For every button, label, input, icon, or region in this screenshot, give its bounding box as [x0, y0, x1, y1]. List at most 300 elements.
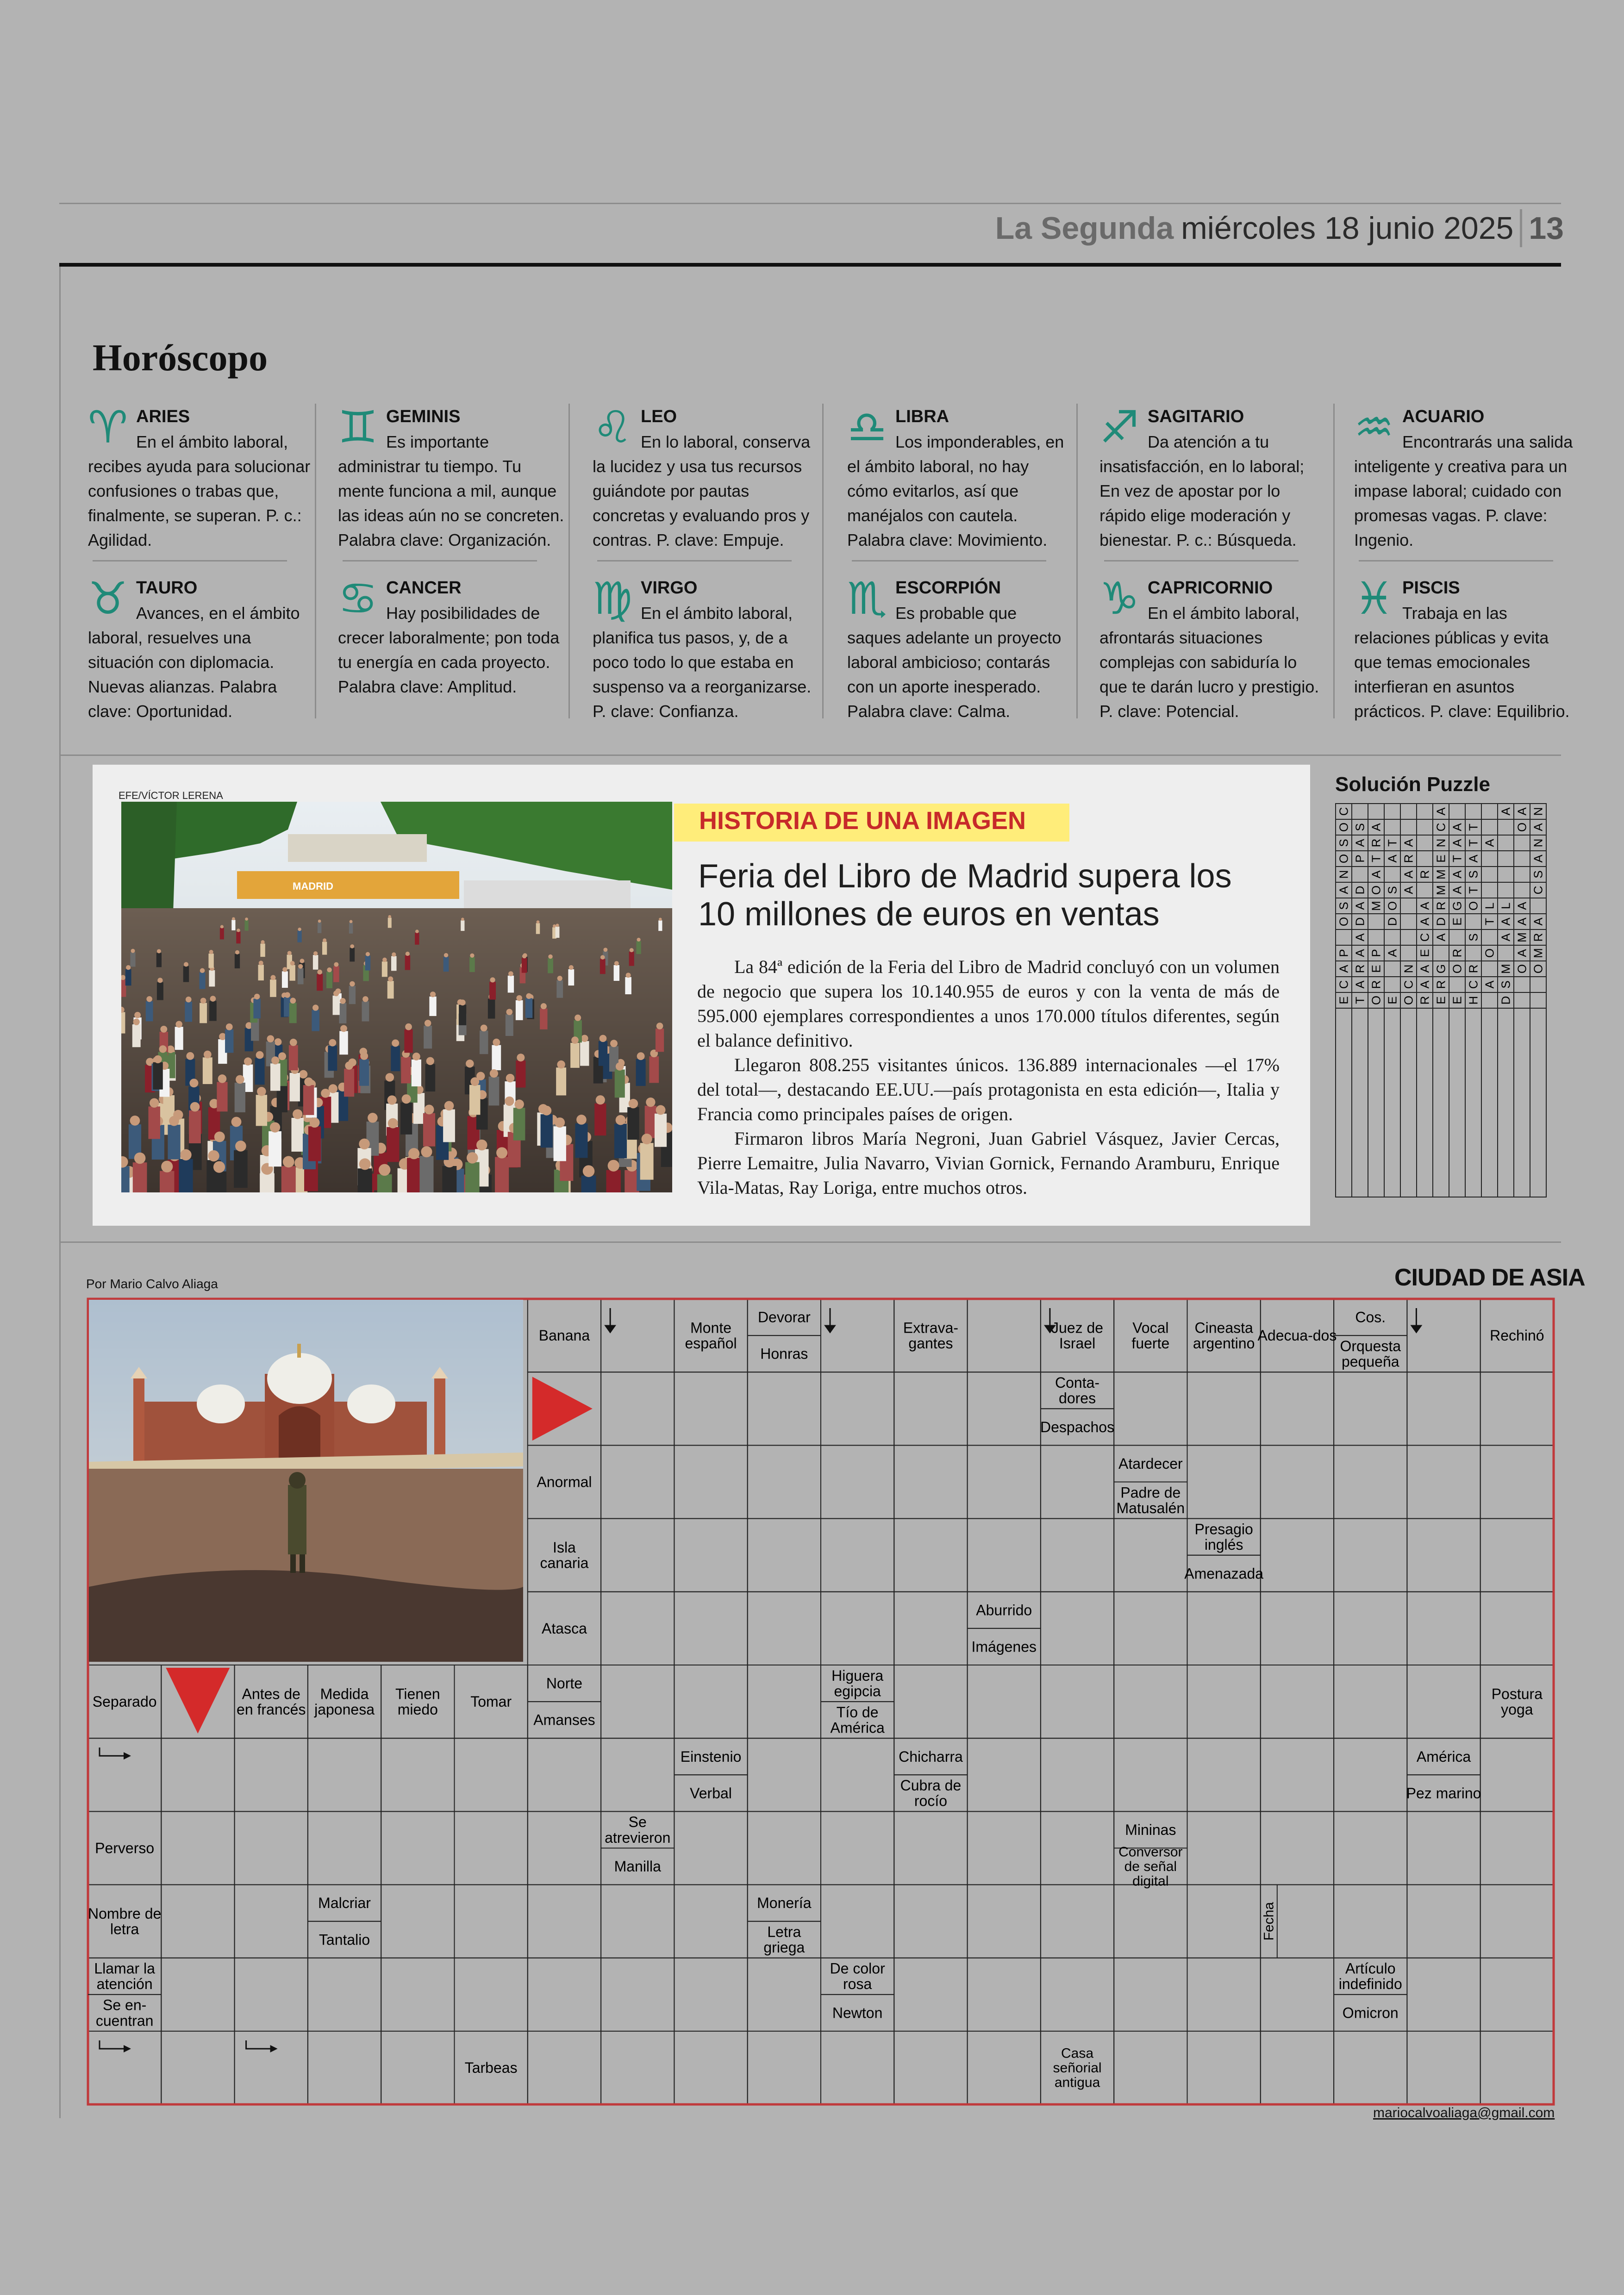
crossword-cell[interactable]: [235, 1811, 308, 1884]
crossword-cell[interactable]: [308, 1811, 381, 1884]
clue-postura: Postura yoga: [1491, 1685, 1543, 1718]
sign-text: En lo laboral, conserva la lucidez y usa tus recursos guiándote por pautas concretas y evaluando pros y contras. P. clave: Empuje.: [593, 432, 811, 549]
crossword-cell[interactable]: [1187, 1958, 1261, 2031]
crossword-cell[interactable]: [1041, 1811, 1114, 1884]
crossword-cell[interactable]: [674, 1592, 747, 1665]
leo-icon: ♌: [593, 403, 633, 452]
clue-omicron: Omicron: [1342, 2004, 1399, 2021]
solution-letter: R: [1401, 854, 1416, 863]
historia-paragraph: Firmaron libros María Negroni, Juan Gabriel Vásquez, Javier Cercas, Pierre Lemaitre, Julia Navarro, Vivian Gornick, Fernando Aramburu, Enrique Vila-Matas, Ray Loriga, entre muchos otros.: [697, 1128, 1280, 1198]
solution-letter: A: [1450, 886, 1464, 894]
solution-letter: A: [1450, 870, 1464, 879]
clue-imagenes: Imágenes: [971, 1638, 1037, 1655]
sign-name: TAURO: [136, 578, 198, 598]
solution-letter: O: [1466, 901, 1480, 911]
crossword-cell[interactable]: [161, 1885, 234, 1958]
clue-medida: Medida japonesa: [314, 1685, 375, 1718]
clue-juez: Juez de Israel: [1051, 1319, 1104, 1352]
crossword-cell[interactable]: [1187, 2031, 1261, 2104]
crossword-cell[interactable]: [601, 1738, 674, 1811]
solution-letter: A: [1418, 965, 1432, 973]
solution-letter: A: [1401, 839, 1416, 847]
crossword-cell[interactable]: [601, 2031, 674, 2104]
solution-letter: A: [1450, 839, 1464, 847]
crossword-cell[interactable]: [968, 1811, 1041, 1884]
crossword-cell[interactable]: [455, 1958, 528, 2031]
sign-text: Da atención a tu insatisfacción, en lo laboral; En vez de apostar por lo rápido elige moderación y bienestar. P. c.: Búsqueda.: [1099, 432, 1305, 549]
crossword-cell[interactable]: [381, 1738, 454, 1811]
crossword-cell[interactable]: [1187, 1811, 1261, 1884]
crossword-cell[interactable]: [821, 1519, 894, 1592]
mosque-photo: [89, 1300, 523, 1662]
crossword-cell[interactable]: [1114, 1665, 1187, 1738]
crossword-cell[interactable]: [968, 1885, 1041, 1958]
solution-letter: T: [1466, 823, 1480, 831]
crossword-cell[interactable]: [821, 1738, 894, 1811]
solution-letter: S: [1353, 823, 1367, 831]
crossword-cell[interactable]: [674, 1665, 747, 1738]
start-arrow-right-icon: [532, 1377, 593, 1441]
solution-letter: A: [1434, 807, 1448, 816]
solution-letter: R: [1531, 933, 1545, 942]
crossword-cell[interactable]: [1334, 2031, 1407, 2104]
crossword-cell[interactable]: [1114, 1372, 1187, 1445]
crossword-cell[interactable]: [1334, 1885, 1407, 1958]
solution-letter: A: [1499, 917, 1513, 926]
crossword-cell[interactable]: [1187, 1445, 1261, 1518]
solution-letter: T: [1369, 855, 1383, 862]
solution-letter: E: [1385, 996, 1399, 1004]
crossword-cell[interactable]: [1261, 1445, 1334, 1518]
clue-manilla: Manilla: [614, 1858, 661, 1875]
solution-letter: A: [1353, 949, 1367, 957]
arrow-right-icon: [124, 2045, 131, 2052]
solution-letter: A: [1401, 870, 1416, 879]
clue-cubra: Cubra de rocío: [900, 1777, 962, 1809]
solution-letter: R: [1434, 901, 1448, 911]
crossword-cell[interactable]: [821, 1445, 894, 1518]
solution-letter: O: [1515, 964, 1529, 974]
solution-letter: A: [1418, 902, 1432, 910]
crossword-cell[interactable]: [1187, 1592, 1261, 1665]
solution-letter: E: [1418, 949, 1432, 957]
crossword-cell[interactable]: [1187, 1665, 1261, 1738]
crossword-cell[interactable]: [1114, 1885, 1187, 1958]
crossword-cell[interactable]: [1334, 1665, 1407, 1738]
solution-letter: D: [1385, 917, 1399, 926]
clue-pez: Pez marino: [1406, 1784, 1481, 1802]
crossword-cell[interactable]: [601, 1372, 674, 1445]
crossword-cell[interactable]: [308, 2031, 381, 2104]
publication-date: miércoles 18 junio 2025: [1181, 211, 1514, 246]
clue-aburrido: Aburrido: [976, 1602, 1032, 1619]
crossword-cell[interactable]: [821, 1885, 894, 1958]
crossword-cell[interactable]: [1334, 1738, 1407, 1811]
crossword-cell[interactable]: [1407, 1592, 1480, 1665]
solution-letter: A: [1385, 854, 1399, 863]
clue-anormal: Anormal: [537, 1473, 592, 1491]
horoscope-title: Horóscopo: [93, 337, 268, 379]
crossword-cell[interactable]: [1261, 2031, 1334, 2104]
solution-letter: C: [1401, 980, 1416, 989]
crossword-cell[interactable]: [1407, 1665, 1480, 1738]
crossword-cell[interactable]: [381, 1885, 454, 1958]
solution-letter: A: [1385, 949, 1399, 957]
crossword-cell[interactable]: [1407, 1445, 1480, 1518]
crossword-cell[interactable]: [748, 1738, 821, 1811]
solution-letter: T: [1353, 997, 1367, 1004]
crossword-cell[interactable]: [1041, 1738, 1114, 1811]
solution-letter: A: [1499, 807, 1513, 816]
crossword-cell[interactable]: [1407, 1885, 1480, 1958]
crossword-cell[interactable]: [235, 1738, 308, 1811]
sagittarius-icon: ♐: [1099, 403, 1140, 452]
clue-chicharra: Chicharra: [899, 1748, 963, 1765]
arrow-right-icon: [100, 2040, 127, 2049]
solution-letter: D: [1353, 917, 1367, 926]
sign-text: En el ámbito laboral, planifica tus pasos, y, de a poco todo lo que estaba en suspenso va a reorganizarse. P. clave: Confianza.: [593, 604, 812, 721]
solution-letter: E: [1434, 996, 1448, 1004]
clue-atasca: Atasca: [542, 1620, 587, 1637]
solution-letter: O: [1531, 964, 1545, 974]
solution-letter: A: [1515, 917, 1529, 926]
clue-padre: Padre de Matusalén: [1116, 1484, 1185, 1516]
solution-letter: D: [1499, 996, 1513, 1005]
crossword-cell[interactable]: [1480, 1372, 1554, 1445]
crossword-cell[interactable]: [601, 1958, 674, 2031]
solution-letter: T: [1466, 839, 1480, 847]
clue-cineasta: Cineasta argentino: [1193, 1319, 1255, 1352]
solution-letter: A: [1531, 854, 1545, 863]
clue-contadores: Conta-dores: [1055, 1374, 1100, 1407]
crossword-cell[interactable]: [968, 1299, 1041, 1372]
crossword-cell[interactable]: [821, 1811, 894, 1884]
crossword-cell[interactable]: [601, 1885, 674, 1958]
crossword-cell[interactable]: [1041, 1665, 1114, 1738]
solution-letter: C: [1531, 886, 1545, 895]
solution-letter: G: [1434, 964, 1448, 974]
solution-letter: A: [1337, 886, 1351, 894]
solution-letter: T: [1482, 918, 1497, 925]
sign-text: En el ámbito laboral, recibes ayuda para solucionar confusiones o trabas que, finalmente, se superan. P. c.: Agilidad.: [88, 432, 311, 549]
author-email[interactable]: mariocalvoaliaga@gmail.com: [1373, 2105, 1555, 2120]
solution-letter: R: [1353, 964, 1367, 973]
crossword-cell[interactable]: [1407, 2031, 1480, 2104]
solution-letter: T: [1450, 855, 1464, 862]
crossword-cell[interactable]: [455, 1885, 528, 1958]
solution-letter: A: [1353, 933, 1367, 942]
solution-letter: A: [1337, 965, 1351, 973]
crossword-cell[interactable]: [748, 1958, 821, 2031]
sign-name: CAPRICORNIO: [1148, 578, 1273, 598]
clue-seatrev: Se atrevieron: [605, 1814, 671, 1846]
crossword-cell[interactable]: [674, 1445, 747, 1518]
crossword-cell[interactable]: [161, 1738, 234, 1811]
crossword-cell[interactable]: [748, 1519, 821, 1592]
crossword-cell[interactable]: [528, 2031, 601, 2104]
crossword-cell[interactable]: [308, 1738, 381, 1811]
solution-letter: E: [1450, 917, 1464, 926]
crossword-cell[interactable]: [1041, 1958, 1114, 2031]
crossword-cell[interactable]: [161, 1958, 234, 2031]
solution-letter: C: [1337, 980, 1351, 989]
solution-letter: O: [1369, 885, 1383, 895]
crossword-cell[interactable]: [235, 1958, 308, 2031]
crossword-cell[interactable]: [1261, 1372, 1334, 1445]
crossword-cell[interactable]: [601, 1519, 674, 1592]
solution-letter: A: [1418, 917, 1432, 926]
booth-sign: MADRID: [293, 880, 333, 892]
solution-letter: O: [1401, 995, 1416, 1005]
crossword-cell[interactable]: [968, 1665, 1041, 1738]
crossword-cell[interactable]: [1187, 1372, 1261, 1445]
clue-amanses: Amanses: [533, 1711, 595, 1728]
clue-casa: Casa señorial antigua: [1053, 2046, 1102, 2090]
crossword-cell[interactable]: [894, 1885, 967, 1958]
crossword-cell[interactable]: [821, 1372, 894, 1445]
sign-text: Trabaja en las relaciones públicas y evita que temas emocionales interfieran en asuntos prácticos. P. clave: Equilibrio.: [1354, 604, 1570, 721]
solution-letter: A: [1531, 823, 1545, 831]
pisces-icon: ♓: [1354, 574, 1394, 624]
crossword-cell[interactable]: [1334, 1372, 1407, 1445]
crossword-cell[interactable]: [968, 1519, 1041, 1592]
crossword-cell[interactable]: [968, 1372, 1041, 1445]
crossword-cell[interactable]: [1261, 1519, 1334, 1592]
clue-adecuados: Adecua-dos: [1257, 1327, 1337, 1344]
clue-antes: Antes de en francés: [237, 1685, 306, 1718]
clue-cos: Cos.: [1355, 1309, 1386, 1326]
solution-letter: S: [1466, 933, 1480, 942]
crossword-cell[interactable]: [1480, 2031, 1554, 2104]
solution-letter: O: [1337, 822, 1351, 832]
photo-credit: EFE/VÍCTOR LERENA: [119, 790, 223, 801]
solution-title: Solución Puzzle: [1335, 773, 1490, 796]
solution-letter: M: [1434, 869, 1448, 879]
clue-mininas: Mininas: [1125, 1821, 1176, 1838]
crossword-cell[interactable]: [821, 1592, 894, 1665]
crossword-cell[interactable]: [894, 1665, 967, 1738]
crossword-cell[interactable]: [1261, 1811, 1334, 1884]
solution-letter: T: [1385, 839, 1399, 847]
crossword-cell[interactable]: [601, 1665, 674, 1738]
historia-paragraph: La 84ª edición de la Feria del Libro de Madrid concluyó con un volumen de negocio que supera los 10.140.955 de euros y con la venta de más de 595.000 ejemplares correspondientes a unos 170.000 títulos diferentes, según el balance definitivo.: [697, 956, 1280, 1051]
clue-einstenio: Einstenio: [680, 1748, 742, 1765]
clue-tarbeas: Tarbeas: [464, 2059, 518, 2077]
clue-fecha: Fecha: [1261, 1902, 1277, 1941]
crossword-cell[interactable]: [1114, 1592, 1187, 1665]
crossword-cell[interactable]: [748, 1665, 821, 1738]
crossword-cell[interactable]: [894, 2031, 967, 2104]
crossword-cell[interactable]: [894, 1592, 967, 1665]
solution-letter: A: [1531, 917, 1545, 926]
crossword-cell[interactable]: [528, 1811, 601, 1884]
crossword-cell[interactable]: [748, 2031, 821, 2104]
crossword-cell[interactable]: [1187, 1885, 1261, 1958]
publication-name: La Segunda: [995, 211, 1174, 246]
crossword-cell[interactable]: [821, 1299, 894, 1372]
solution-letter: N: [1401, 964, 1416, 973]
crossword-cell[interactable]: [748, 1445, 821, 1518]
crossword-cell[interactable]: [528, 1958, 601, 2031]
crossword-cell[interactable]: [455, 1811, 528, 1884]
solution-letter: A: [1418, 980, 1432, 989]
clue-vocal: Vocal fuerte: [1131, 1319, 1170, 1352]
solution-letter: P: [1353, 854, 1367, 863]
sign-name: LIBRA: [895, 407, 949, 426]
crossword-cell[interactable]: [1407, 1519, 1480, 1592]
clue-verbal: Verbal: [690, 1784, 732, 1802]
solution-letter: A: [1434, 933, 1448, 942]
crossword-cell[interactable]: [1261, 1665, 1334, 1738]
crossword-byline: Por Mario Calvo Aliaga: [86, 1277, 218, 1291]
solution-letter: R: [1450, 948, 1464, 958]
crossword-cell[interactable]: [381, 2031, 454, 2104]
crossword-cell[interactable]: [894, 1519, 967, 1592]
solution-letter: A: [1515, 807, 1529, 816]
arrow-right-icon: [270, 2045, 278, 2052]
crossword-cell[interactable]: [1334, 1811, 1407, 1884]
sign-text: Es importante administrar tu tiempo. Tu mente funciona a mil, aunque las ideas aún no se concreten. Palabra clave: Organización.: [338, 432, 564, 549]
crossword-cell[interactable]: [674, 1811, 747, 1884]
crossword-cell[interactable]: [748, 1811, 821, 1884]
solution-letter: N: [1434, 838, 1448, 848]
solution-letter: T: [1466, 886, 1480, 894]
sign-text: Los imponderables, en el ámbito laboral, no hay cómo evitarlos, así que manéjalos con cautela. Palabra clave: Movimiento.: [847, 432, 1064, 549]
crossword-cell[interactable]: [1041, 1592, 1114, 1665]
crossword-cell[interactable]: [1334, 1445, 1407, 1518]
solution-letter: A: [1515, 949, 1529, 957]
crossword-cell[interactable]: [1187, 1738, 1261, 1811]
crossword-cell[interactable]: [674, 1958, 747, 2031]
cancer-icon: ♋: [338, 574, 378, 624]
solution-letter: A: [1482, 980, 1497, 989]
crossword-cell[interactable]: [1041, 1445, 1114, 1518]
crossword-cell[interactable]: [1261, 1958, 1334, 2031]
clue-devorar: Devorar: [757, 1309, 811, 1326]
crossword-cell[interactable]: [1407, 1372, 1480, 1445]
crossword-cell[interactable]: [381, 1811, 454, 1884]
solution-letter: A: [1369, 823, 1383, 831]
solution-letter: A: [1353, 980, 1367, 989]
solution-letter: O: [1482, 948, 1497, 958]
crossword-cell[interactable]: [528, 1885, 601, 1958]
crossword-cell[interactable]: [1114, 1519, 1187, 1592]
crossword-cell[interactable]: [674, 2031, 747, 2104]
crossword-cell[interactable]: [1334, 1592, 1407, 1665]
crossword-cell[interactable]: [1407, 1811, 1480, 1884]
crossword-cell[interactable]: [674, 1519, 747, 1592]
solution-letter: A: [1515, 902, 1529, 910]
start-arrow-down-icon: [166, 1668, 230, 1734]
crossword-cell[interactable]: [748, 1372, 821, 1445]
clue-tantalio: Tantalio: [319, 1931, 370, 1948]
crossword-cell[interactable]: [748, 1592, 821, 1665]
crossword-cell[interactable]: [821, 2031, 894, 2104]
clue-isla: Isla canaria: [540, 1539, 589, 1572]
crossword-cell[interactable]: [1407, 1958, 1480, 2031]
crossword-cell[interactable]: [381, 1958, 454, 2031]
solution-letter: O: [1385, 901, 1399, 911]
crossword-cell[interactable]: [674, 1372, 747, 1445]
crossword-cell[interactable]: [455, 1738, 528, 1811]
crossword-cell[interactable]: [601, 1299, 674, 1372]
crossword-cell[interactable]: [894, 1445, 967, 1518]
arrow-down-icon: [825, 1308, 835, 1332]
crossword-cell[interactable]: [894, 1811, 967, 1884]
clue-honras: Honras: [760, 1345, 808, 1362]
crossword-cell[interactable]: [308, 1958, 381, 2031]
crossword-cell[interactable]: [1480, 1885, 1554, 1958]
solution-letter: C: [1337, 807, 1351, 816]
solution-letter: R: [1369, 838, 1383, 848]
crossword-cell[interactable]: [528, 1738, 601, 1811]
clue-extrav: Extrava-gantes: [903, 1319, 959, 1352]
solution-letter: S: [1337, 839, 1351, 847]
crossword-cell[interactable]: [1480, 1592, 1554, 1665]
solution-letter: M: [1499, 964, 1513, 974]
crossword-cell[interactable]: [1480, 1811, 1554, 1884]
solution-letter: O: [1337, 917, 1351, 927]
clue-moneria: Monería: [757, 1895, 812, 1912]
historia-paragraph: Llegaron 808.255 visitantes únicos. 136.889 internacionales —el 17% del total—, destacando EE.UU.—país protagonista en esta edición—, Italia y Francia como principales países de origen.: [697, 1054, 1280, 1124]
solution-letter: S: [1531, 870, 1545, 879]
clue-tomar: Tomar: [470, 1693, 512, 1710]
crossword-cell[interactable]: [1114, 1738, 1187, 1811]
crossword-cell[interactable]: [1480, 1958, 1554, 2031]
arrow-down-icon: [606, 1308, 615, 1332]
crossword-cell[interactable]: [1114, 2031, 1187, 2104]
solution-letter: N: [1531, 838, 1545, 848]
libra-icon: ♎: [847, 403, 887, 452]
crossword-cell[interactable]: [968, 1738, 1041, 1811]
sign-text: Encontrarás una salida inteligente y creativa para un impase laboral; cuidado con promesas vagas. P. clave: Ingenio.: [1354, 432, 1573, 549]
crossword-cell[interactable]: [161, 1811, 234, 1884]
crossword-cell[interactable]: [894, 1372, 967, 1445]
sign-name: ESCORPIÓN: [895, 578, 1001, 598]
crossword-cell[interactable]: [968, 1958, 1041, 2031]
crossword-cell[interactable]: [1261, 1738, 1334, 1811]
solution-letter: E: [1369, 965, 1383, 973]
crossword-cell[interactable]: [161, 2031, 234, 2104]
crossword-cell[interactable]: [1041, 1885, 1114, 1958]
crossword-cell[interactable]: [1041, 1519, 1114, 1592]
solution-letter: S: [1385, 886, 1399, 894]
sign-name: CANCER: [386, 578, 462, 598]
solution-letter: O: [1337, 854, 1351, 864]
crossword-cell[interactable]: [235, 1885, 308, 1958]
crossword-cell[interactable]: [1334, 1519, 1407, 1592]
crossword-cell[interactable]: [894, 1958, 967, 2031]
crossword-cell[interactable]: [674, 1885, 747, 1958]
crossword-cell[interactable]: [968, 1445, 1041, 1518]
solution-letter: M: [1531, 948, 1545, 958]
crossword-cell[interactable]: [1114, 1958, 1187, 2031]
solution-letter: O: [1369, 995, 1383, 1005]
crossword-cell[interactable]: [601, 1592, 674, 1665]
crossword-cell[interactable]: [1407, 1299, 1480, 1372]
clue-separado: Separado: [92, 1693, 157, 1710]
crossword-cell[interactable]: [1480, 1738, 1554, 1811]
crossword-cell[interactable]: [968, 2031, 1041, 2104]
solution-letter: A: [1450, 823, 1464, 831]
sign-text: Avances, en el ámbito laboral, resuelves una situación con diplomacia. Nuevas alianzas. Palabra clave: Oportunidad.: [88, 604, 300, 721]
clue-higuera: Higuera egipcia: [831, 1667, 884, 1700]
crossword-cell[interactable]: [1480, 1445, 1554, 1518]
crossword-cell[interactable]: [1480, 1519, 1554, 1592]
sign-name: LEO: [641, 407, 677, 426]
crossword-cell[interactable]: [1261, 1592, 1334, 1665]
crossword-cell[interactable]: [601, 1445, 674, 1518]
